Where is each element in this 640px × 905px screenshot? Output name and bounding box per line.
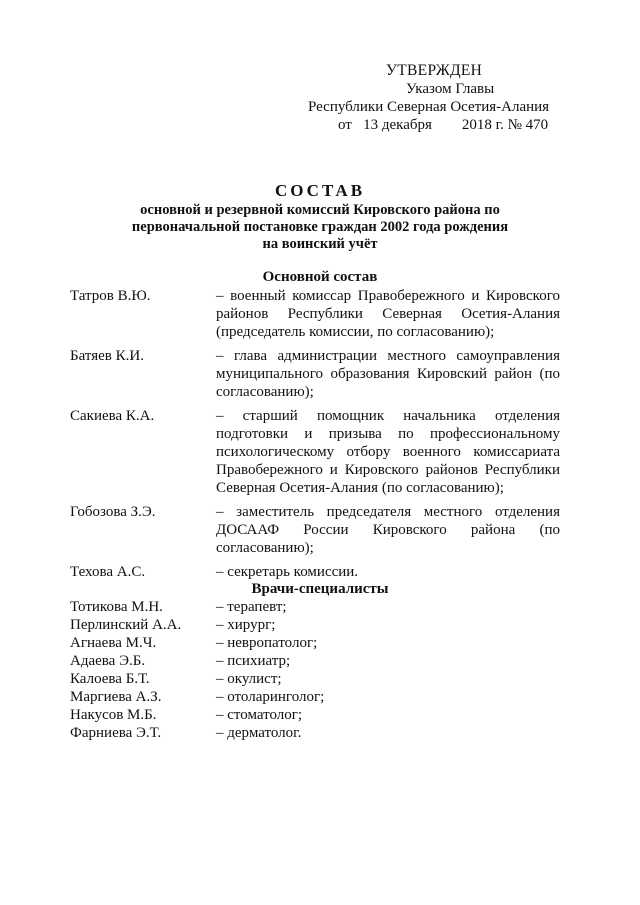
- doctor-specialty: – хирург;: [216, 617, 276, 633]
- doctor-specialty: – дерматолог.: [216, 725, 302, 741]
- member-name: Батяев К.И.: [70, 348, 144, 364]
- member-name: Техова А.С.: [70, 564, 146, 580]
- member-role: – старший помощник начальника отделения подготовки и призыва по профессиональному психологическому отбору военного комиссариата Правобережного и Кировского районов Республики Северная Осетия-Алания (по согласованию);: [216, 408, 560, 496]
- doctor-specialty: – невропатолог;: [216, 635, 318, 651]
- title-main: СОСТАВ: [274, 181, 366, 200]
- member-row: [70, 347, 560, 401]
- approval-heading: УТВЕРЖДЕН: [386, 62, 483, 79]
- approval-date-number: от 13 декабря 2018 г. № 470: [338, 117, 549, 133]
- approval-decree: Указом Главы: [406, 81, 495, 97]
- doctor-specialty: – терапевт;: [216, 599, 287, 615]
- doctor-row: [70, 670, 470, 688]
- document-title: [70, 180, 570, 253]
- member-row: [70, 287, 560, 341]
- doctor-row: [70, 724, 470, 742]
- doctors-section-heading: Врачи-специалисты: [251, 581, 389, 597]
- doctor-name: Фарниева Э.Т.: [70, 725, 162, 741]
- title-line-2: первоначальной постановке граждан 2002 года рождения: [131, 219, 509, 235]
- doctor-specialty: – окулист;: [216, 671, 282, 687]
- member-name: Гобозова З.Э.: [70, 504, 156, 520]
- doctor-name: Агнаева М.Ч.: [70, 635, 157, 651]
- doctor-name: Адаева Э.Б.: [70, 653, 146, 669]
- member-role: – секретарь комиссии.: [216, 564, 359, 580]
- doctor-row: [70, 598, 470, 616]
- member-row: [70, 563, 560, 581]
- doctor-name: Перлинский А.А.: [70, 617, 182, 633]
- doctor-name: Маргиева А.З.: [70, 689, 162, 705]
- title-line-1: основной и резервной комиссий Кировского района по: [140, 202, 500, 218]
- doctor-row: [70, 652, 470, 670]
- member-name: Татров В.Ю.: [70, 288, 151, 304]
- doctor-name: Калоева Б.Т.: [70, 671, 150, 687]
- member-role: – глава администрации местного самоуправления муниципального образования Кировский район (по согласованию);: [216, 348, 560, 400]
- title-line-3: на воинский учёт: [262, 236, 378, 252]
- main-section-heading: Основной состав: [262, 269, 378, 285]
- main-members-list: [70, 287, 560, 587]
- doctor-name: Накусов М.Б.: [70, 707, 157, 723]
- member-role: – заместитель председателя местного отделения ДОСААФ России Кировского района (по согласованию);: [216, 504, 560, 556]
- approval-block: [300, 62, 570, 134]
- doctor-row: [70, 688, 470, 706]
- member-role: – военный комиссар Правобережного и Кировского районов Республики Северная Осетия-Алания (председатель комиссии, по согласованию);: [216, 288, 560, 340]
- doctor-row: [70, 616, 470, 634]
- approval-republic: Республики Северная Осетия-Алания: [308, 99, 550, 115]
- member-row: [70, 503, 560, 557]
- doctor-specialty: – стоматолог;: [216, 707, 303, 723]
- doctor-specialty: – отоларинголог;: [216, 689, 325, 705]
- member-name: Сакиева К.А.: [70, 408, 155, 424]
- doctor-row: [70, 706, 470, 724]
- doctor-specialty: – психиатр;: [216, 653, 291, 669]
- doctor-name: Тотикова М.Н.: [70, 599, 163, 615]
- doctors-list: [70, 598, 470, 742]
- member-row: [70, 407, 560, 497]
- doctor-row: [70, 634, 470, 652]
